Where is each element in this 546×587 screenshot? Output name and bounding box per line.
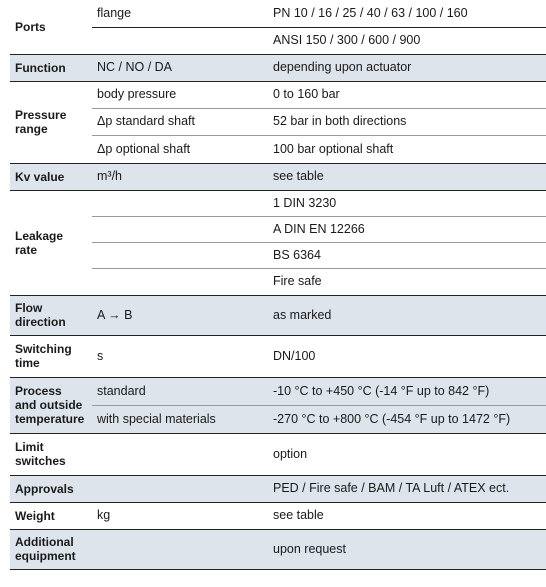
leakage-mid-2	[92, 216, 268, 242]
pressure-label-2: range	[15, 122, 48, 136]
function-val: depending upon actuator	[268, 54, 546, 81]
flow-label-1: Flow	[15, 301, 43, 315]
pressure-mid-3: Δp optional shaft	[92, 135, 268, 163]
kv-mid: m³/h	[92, 163, 268, 190]
row-label-flow	[10, 295, 92, 335]
approvals-mid	[92, 475, 268, 502]
switching-mid: s	[92, 335, 268, 377]
pressure-val-2: 52 bar in both directions	[268, 108, 546, 135]
process-val-2: -270 °C to +800 °C (-454 °F up to 1472 °F)	[268, 405, 546, 433]
switching-val: DN/100	[268, 335, 546, 377]
pressure-val-3: 100 bar optional shaft	[268, 135, 546, 163]
leakage-label-2: rate	[15, 242, 38, 257]
weight-mid: kg	[92, 502, 268, 529]
process-mid-2: with special materials	[92, 405, 268, 433]
row-label-pressure	[10, 81, 92, 163]
row-label-switching	[10, 335, 92, 377]
process-label-1: Process	[15, 384, 62, 398]
limit-mid	[92, 433, 268, 475]
row-label-weight: Weight	[10, 502, 92, 529]
leakage-mid-3	[92, 242, 268, 268]
additional-val: upon request	[268, 529, 546, 569]
process-label-2: and outside	[15, 398, 83, 412]
row-label-additional	[10, 529, 92, 569]
function-mid: NC / NO / DA	[92, 54, 268, 81]
leakage-val-3: BS 6364	[268, 242, 546, 268]
ports-val-1: PN 10 / 16 / 25 / 40 / 63 / 100 / 160	[268, 0, 546, 27]
kv-val: see table	[268, 163, 546, 190]
row-label-leakage	[10, 190, 92, 295]
leakage-label-1: Leakage	[15, 228, 64, 243]
ports-mid-2	[92, 27, 268, 54]
leakage-val-1: 1 DIN 3230	[268, 190, 546, 216]
process-mid-1: standard	[92, 377, 268, 405]
flow-label-2: direction	[15, 315, 66, 329]
flow-mid: A → B	[92, 295, 268, 335]
weight-val: see table	[268, 502, 546, 529]
row-label-limit	[10, 433, 92, 475]
leakage-mid-4	[92, 268, 268, 295]
leakage-val-2: A DIN EN 12266	[268, 216, 546, 242]
approvals-val: PED / Fire safe / BAM / TA Luft / ATEX ect.	[268, 475, 546, 502]
row-label-process	[10, 377, 92, 433]
pressure-label-1: Pressure	[15, 108, 67, 122]
switching-label-1: Switching	[15, 342, 72, 356]
pressure-mid-1: body pressure	[92, 81, 268, 108]
limit-label-1: Limit	[15, 440, 44, 454]
ports-mid-1: flange	[92, 0, 268, 27]
row-label-approvals: Approvals	[10, 475, 92, 502]
additional-label-1: Additional	[15, 535, 74, 549]
additional-label-2: equipment	[15, 549, 76, 563]
additional-mid	[92, 529, 268, 569]
switching-label-2: time	[15, 356, 40, 370]
row-label-kv: Kv value	[10, 163, 92, 190]
row-label-ports: Ports	[10, 0, 92, 54]
process-val-1: -10 °C to +450 °C (-14 °F up to 842 °F)	[268, 377, 546, 405]
pressure-val-1: 0 to 160 bar	[268, 81, 546, 108]
ports-val-2: ANSI 150 / 300 / 600 / 900	[268, 27, 546, 54]
process-label-3: temperature	[15, 412, 85, 426]
spec-table	[10, 0, 546, 570]
pressure-mid-2: Δp standard shaft	[92, 108, 268, 135]
limit-label-2: switches	[15, 454, 66, 468]
leakage-val-4: Fire safe	[268, 268, 546, 295]
row-label-function: Function	[10, 54, 92, 81]
limit-val: option	[268, 433, 546, 475]
leakage-mid-1	[92, 190, 268, 216]
flow-val: as marked	[268, 295, 546, 335]
